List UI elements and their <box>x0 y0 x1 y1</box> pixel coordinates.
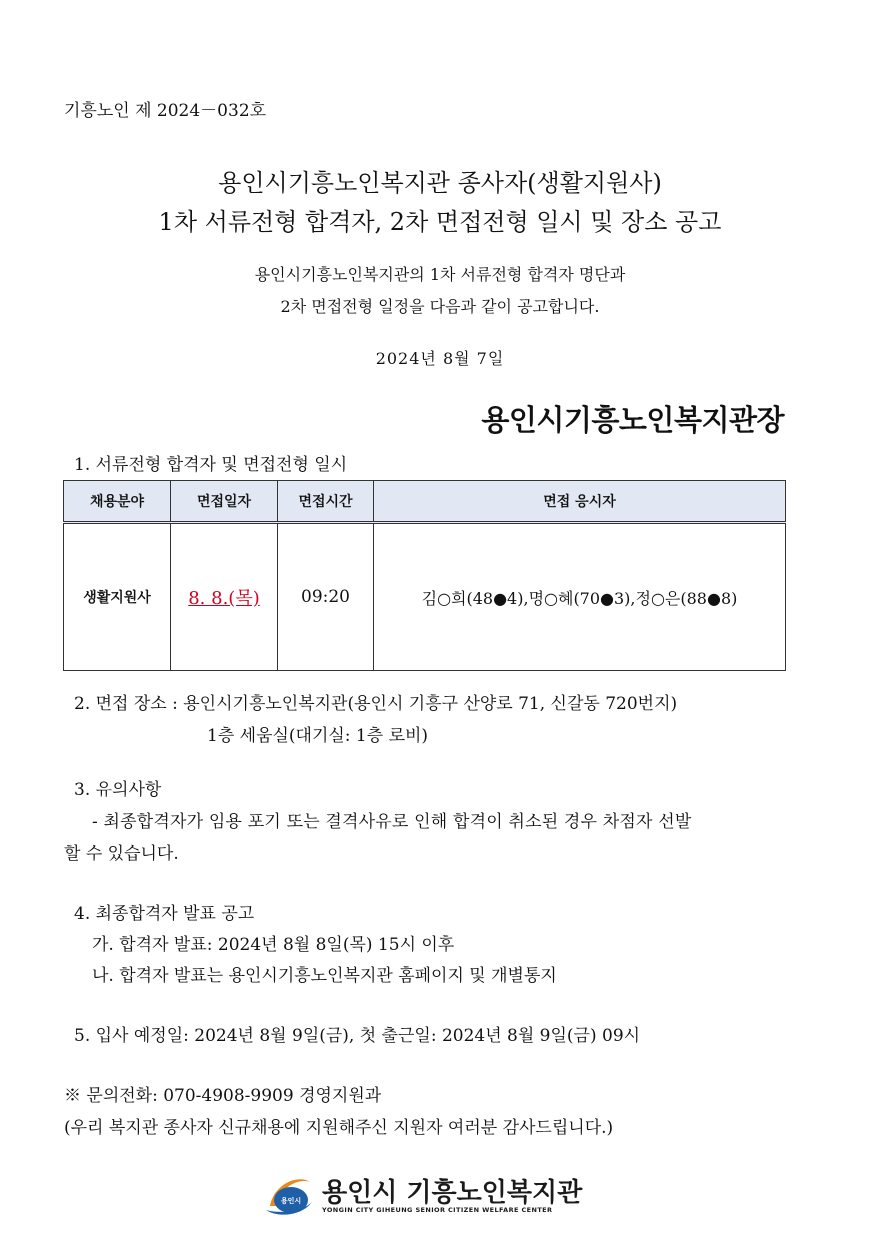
issuer-name: 용인시기흥노인복지관장 <box>481 403 784 437</box>
title-line-1: 용인시기흥노인복지관 종사자(생활지원사) <box>218 169 662 197</box>
section-5-line: 5. 입사 예정일: 2024년 8월 9일(금), 첫 출근일: 2024년 8월 9일(금) 09시 <box>74 1026 641 1046</box>
section-4-heading: 4. 최종합격자 발표 공고 <box>74 904 255 924</box>
table-header-row <box>64 481 786 523</box>
title-line-2: 1차 서류전형 합격자, 2차 면접전형 일시 및 장소 공고 <box>158 208 722 236</box>
section-3-line-1: - 최종합격자가 임용 포기 또는 결격사유로 인해 합격이 취소된 경우 차점자 선발 <box>92 812 692 832</box>
cell-field: 생활지원사 <box>64 523 171 671</box>
header-date: 면접일자 <box>171 481 278 523</box>
document-number: 기흥노인 제 2024－032호 <box>64 101 267 121</box>
announcement-date: 2024년 8월 7일 <box>375 349 505 368</box>
section-3-heading: 3. 유의사항 <box>74 780 162 800</box>
table-row <box>64 523 786 671</box>
logo-mark-text: 용인시 <box>280 1197 302 1205</box>
logo-emblem-icon <box>264 1172 314 1218</box>
intro-line-1: 용인시기흥노인복지관의 1차 서류전형 합격자 명단과 <box>254 265 626 284</box>
header-time: 면접시간 <box>278 481 374 523</box>
section-3-line-2: 할 수 있습니다. <box>64 844 179 864</box>
center-logo <box>264 1168 583 1224</box>
cell-interview-time: 09:20 <box>278 523 374 671</box>
section-4-item-2: 나. 합격자 발표는 용인시기흥노인복지관 홈페이지 및 개별통지 <box>92 966 557 986</box>
contact-line-2: (우리 복지관 종사자 신규채용에 지원해주신 지원자 여러분 감사드립니다.) <box>64 1118 614 1138</box>
section-4-item-1: 가. 합격자 발표: 2024년 8월 8일(목) 15시 이후 <box>92 935 455 955</box>
intro-line-2: 2차 면접전형 일정을 다음과 같이 공고합니다. <box>280 297 600 316</box>
logo-name-korean: 용인시 기흥노인복지관 <box>322 1178 583 1208</box>
cell-applicants: 김○희(48●4),명○혜(70●3),정○은(88●8) <box>374 523 786 671</box>
interview-schedule-table <box>63 480 786 671</box>
header-applicants: 면접 응시자 <box>374 481 786 523</box>
section-2-line-1: 2. 면접 장소 : 용인시기흥노인복지관(용인시 기흥구 산양로 71, 신갈동 720번지) <box>74 694 678 714</box>
section-1-heading: 1. 서류전형 합격자 및 면접전형 일시 <box>74 455 348 475</box>
contact-line-1: ※ 문의전화: 070-4908-9909 경영지원과 <box>64 1086 382 1106</box>
logo-name-english: YONGIN CITY GIHEUNG SENIOR CITIZEN WELFARE CENTER <box>322 1206 553 1214</box>
cell-interview-date: 8. 8.(목) <box>171 523 278 671</box>
section-2-line-2: 1층 세움실(대기실: 1층 로비) <box>207 726 429 746</box>
header-field: 채용분야 <box>64 481 171 523</box>
